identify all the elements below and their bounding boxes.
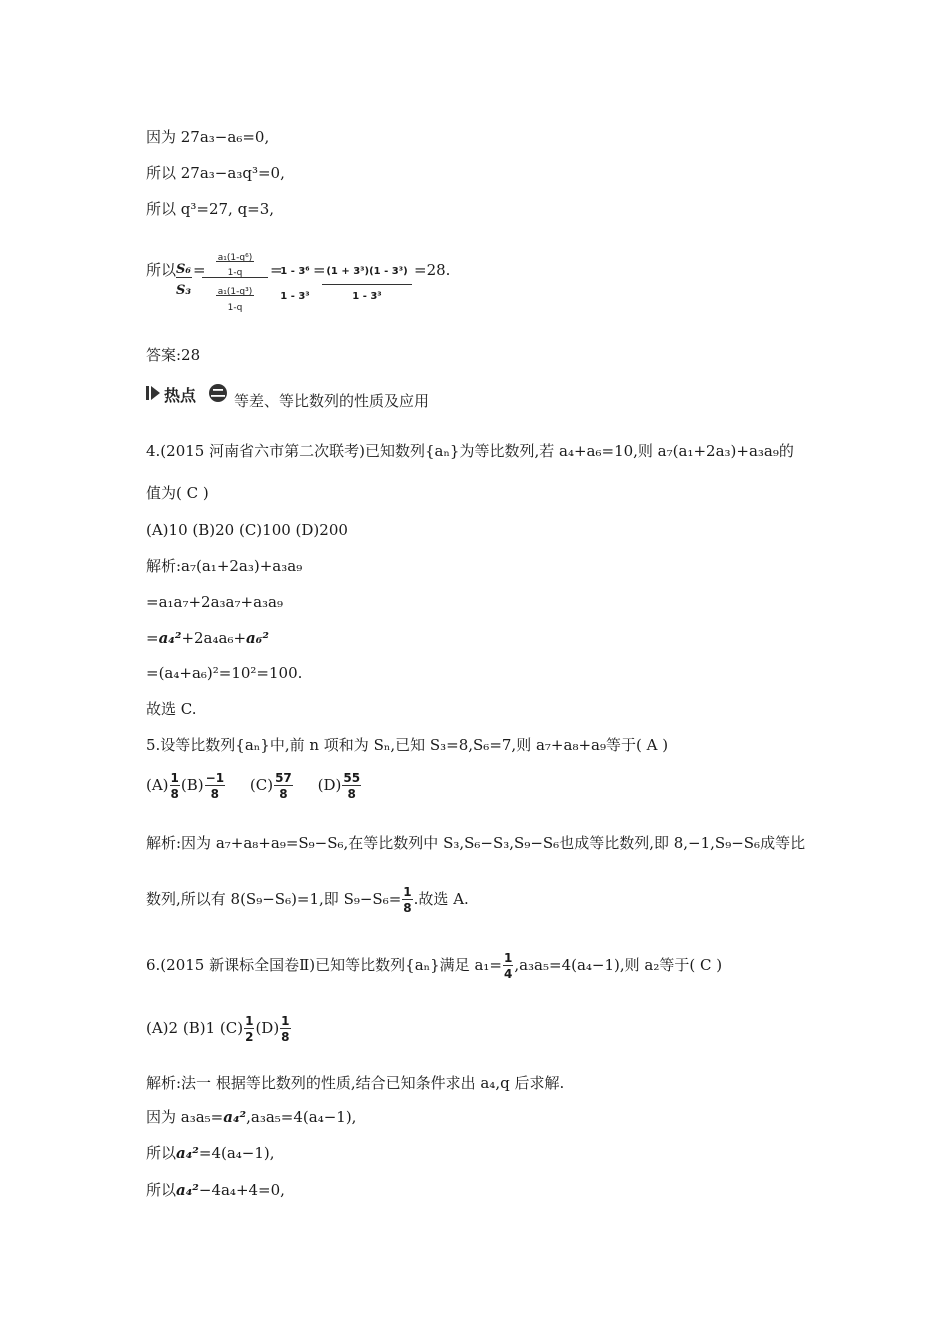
frac-num: 57 bbox=[275, 771, 292, 785]
q5-sol2-text: 数列,所以有 8(S₉−S₆)=1,即 S₉−S₆= bbox=[146, 890, 402, 908]
q6-sol-3 bbox=[146, 1143, 275, 1163]
s3-label: S₃ bbox=[176, 283, 192, 298]
a4-squared: a₄² bbox=[176, 1144, 199, 1162]
q6-opt-d: (D) bbox=[255, 1019, 280, 1037]
formula-prefix: 所以 bbox=[146, 261, 177, 279]
q5-frac-a bbox=[170, 772, 180, 800]
q5-sol-1: 解析:因为 a₇+a₈+a₉=S₉−S₆,在等比数列中 S₃,S₆−S₃,S₉−S₆也成等比数列,即 8,−1,S₉−S₆成等比 bbox=[146, 834, 806, 852]
frac-den: 2 bbox=[245, 1030, 254, 1044]
eq-sign-2: = bbox=[313, 261, 326, 279]
q4-sol3-mid: +2a₄a₆+ bbox=[181, 629, 247, 647]
q6-text-a: 6.(2015 新课标全国卷Ⅱ)已知等比数列{aₙ}满足 a₁= bbox=[146, 956, 502, 974]
q4-sol-2: =a₁a₇+2a₃a₇+a₃a₉ bbox=[146, 593, 283, 611]
line-1: 因为 27a₃−a₆=0, bbox=[146, 128, 270, 146]
frac-den: 8 bbox=[347, 787, 356, 801]
hotspot-badge bbox=[146, 383, 232, 405]
q4-choose: 故选 C. bbox=[146, 700, 197, 718]
q5-sol2-end: .故选 A. bbox=[413, 890, 469, 908]
a4-squared: a₄² bbox=[176, 1181, 199, 1199]
q4-sol-3 bbox=[146, 628, 269, 648]
frac-den: 8 bbox=[210, 787, 220, 801]
frac-den: 8 bbox=[281, 1030, 290, 1044]
f3-num: (1 + 3³)(1 - 3³) bbox=[322, 262, 412, 285]
q5-opt-a: (A) bbox=[146, 776, 169, 794]
frac-den: 4 bbox=[503, 967, 513, 981]
frac-num: 1 bbox=[281, 1014, 290, 1028]
q6-text-b: ,a₃a₅=4(a₄−1),则 a₂等于( C ) bbox=[514, 956, 723, 974]
q6-sol3-a: 所以 bbox=[146, 1144, 177, 1162]
hotspot-label: 热点 bbox=[164, 386, 197, 405]
inner-num-top: a₁(1-q⁶) bbox=[217, 253, 253, 263]
q6-options bbox=[146, 1015, 292, 1055]
q5-opt-c: (C) bbox=[249, 776, 274, 794]
q6-frac-a1 bbox=[503, 952, 513, 980]
fraction-3 bbox=[322, 262, 412, 307]
a6-squared: a₆² bbox=[246, 629, 269, 647]
a4-squared: a₄² bbox=[223, 1108, 247, 1126]
frac-bar bbox=[176, 277, 192, 278]
q6-frac-c bbox=[244, 1015, 254, 1043]
fraction-2 bbox=[279, 262, 311, 307]
inner-bar-1 bbox=[216, 261, 254, 262]
q6-opts-text: (A)2 (B)1 (C) bbox=[146, 1019, 244, 1037]
q6-sol2-a: 因为 a₃a₅= bbox=[146, 1108, 224, 1126]
inner-num-bot: 1-q bbox=[227, 268, 243, 278]
q5-opt-b: (B) bbox=[180, 776, 204, 794]
frac-num: 1 bbox=[170, 771, 179, 785]
q6-sol3-b: =4(a₄−1), bbox=[198, 1144, 275, 1162]
line-3: 所以 q³=27, q=3, bbox=[146, 200, 275, 218]
line-2: 所以 27a₃−a₃q³=0, bbox=[146, 164, 285, 182]
inner-den-top: a₁(1-q³) bbox=[217, 287, 253, 297]
q4-sol-4: =(a₄+a₆)²=10²=100. bbox=[146, 664, 303, 682]
q6-sol2-b: ,a₃a₅=4(a₄−1), bbox=[246, 1108, 357, 1126]
q5-frac-d bbox=[342, 772, 361, 800]
q6-sol-4 bbox=[146, 1180, 285, 1200]
q6-sol-2 bbox=[146, 1107, 356, 1127]
q5-sol-2 bbox=[146, 886, 469, 926]
frac-num: 1 bbox=[503, 951, 513, 965]
formula-result: =28. bbox=[414, 261, 451, 279]
q4-sol-1: 解析:a₇(a₁+2a₃)+a₃a₉ bbox=[146, 557, 303, 575]
f2-num: 1 - 3⁶ bbox=[280, 266, 310, 277]
frac-den: 8 bbox=[279, 787, 288, 801]
q6-line bbox=[146, 952, 722, 992]
frac-num: 1 bbox=[403, 885, 412, 899]
q5-options bbox=[146, 772, 362, 812]
q4-sol3-eq: = bbox=[146, 629, 159, 647]
frac-num: 1 bbox=[245, 1014, 254, 1028]
q6-sol4-b: −4a₄+4=0, bbox=[198, 1181, 285, 1199]
inner-den-bot: 1-q bbox=[227, 303, 243, 313]
frac-num: 55 bbox=[343, 771, 361, 785]
frac-den: 8 bbox=[403, 901, 412, 915]
hotspot-title: 等差、等比数列的性质及应用 bbox=[234, 392, 430, 410]
a4-squared: a₄² bbox=[158, 629, 182, 647]
eq-sign: = bbox=[193, 261, 206, 279]
f3-den: 1 - 3³ bbox=[352, 291, 382, 302]
q6-frac-d bbox=[280, 1015, 290, 1043]
eq-sign-1: = bbox=[270, 261, 283, 279]
q4-options: (A)10 (B)20 (C)100 (D)200 bbox=[146, 521, 348, 539]
q4-line-1: 4.(2015 河南省六市第二次联考)已知数列{aₙ}为等比数列,若 a₄+a₆=10,则 a₇(a₁+2a₃)+a₃a₉的 bbox=[146, 442, 794, 460]
q5-sol-frac bbox=[402, 886, 412, 914]
q4-line-2: 值为( C ) bbox=[146, 484, 209, 502]
inner-bar-2 bbox=[216, 295, 254, 296]
q5-frac-c bbox=[274, 772, 293, 800]
q6-sol-1: 解析:法一 根据等比数列的性质,结合已知条件求出 a₄,q 后求解. bbox=[146, 1074, 565, 1092]
q6-sol4-a: 所以 bbox=[146, 1181, 177, 1199]
frac-num: −1 bbox=[205, 771, 225, 785]
f2-den: 1 - 3³ bbox=[280, 291, 310, 302]
q5-opt-d: (D) bbox=[317, 776, 342, 794]
frac-den: 8 bbox=[170, 787, 179, 801]
answer-line: 答案:28 bbox=[146, 346, 201, 364]
s6-label: S₆ bbox=[176, 262, 192, 277]
q5-line: 5.设等比数列{aₙ}中,前 n 项和为 Sₙ,已知 S₃=8,S₆=7,则 a₇+a₈+a₉等于( A ) bbox=[146, 736, 669, 754]
q5-frac-b bbox=[205, 772, 225, 800]
inner-main-bar bbox=[202, 277, 268, 278]
